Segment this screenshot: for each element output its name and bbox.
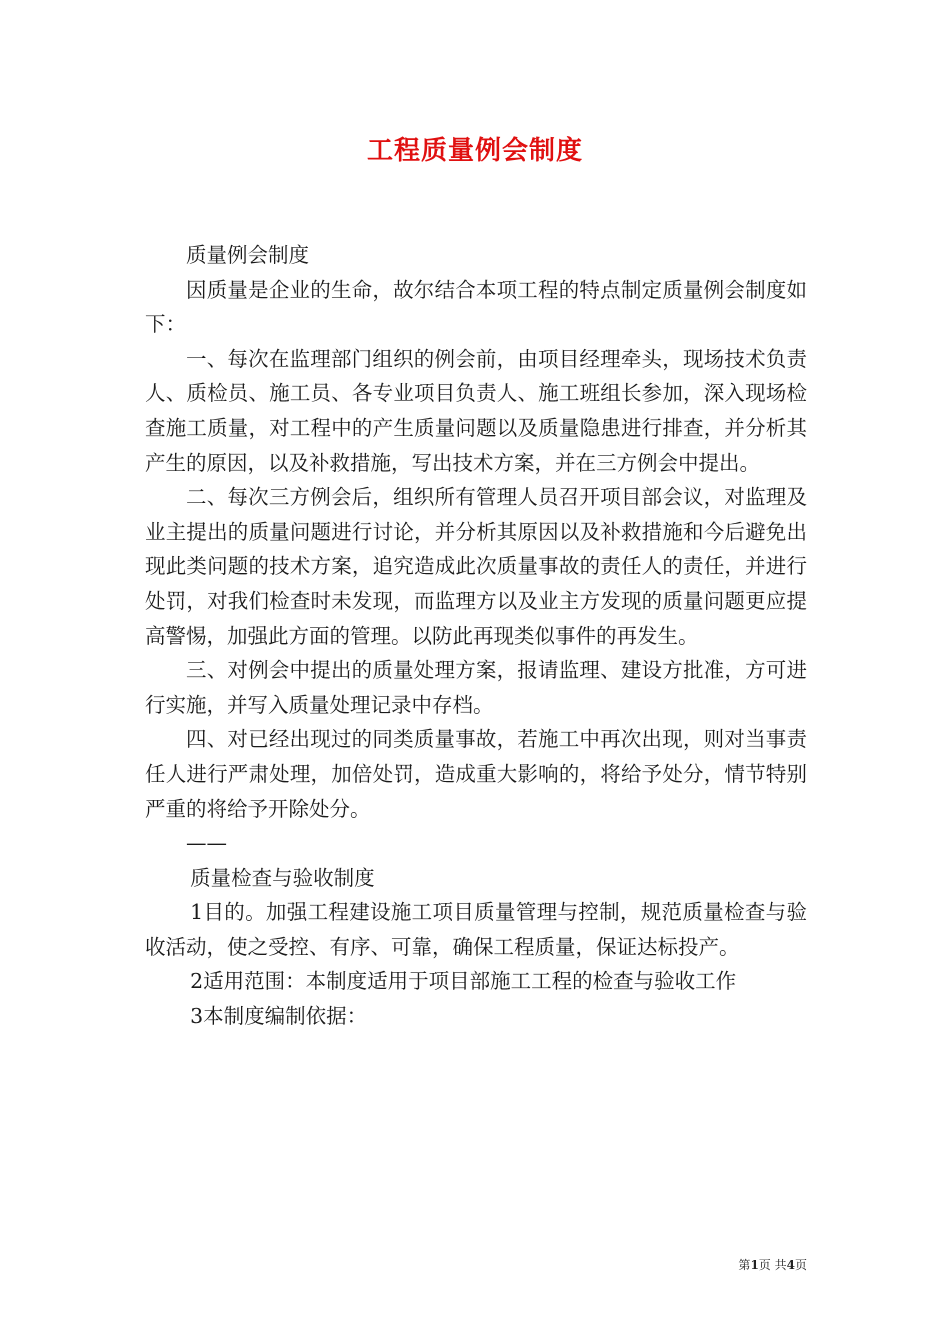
paragraph-item-1: 一、每次在监理部门组织的例会前，由项目经理牵头，现场技术负责人、质检员、施工员、各专业项目负责人、施工班组长参加，深入现场检查施工质量，对工程中的产生质量问题以及质量隐患进行排查，并分析其产生的原因，以及补救措施，写出技术方案，并在三方例会中提出。 <box>145 346 807 475</box>
paragraph-item-4: 四、对已经出现过的同类质量事故，若施工中再次出现，则对当事责任人进行严肃处理，加倍处罚，造成重大影响的，将给予处分，情节特别严重的将给予开除处分。 <box>145 727 807 821</box>
paragraph-intro: 因质量是企业的生命，故尔结合本项工程的特点制定质量例会制度如下： <box>145 277 807 337</box>
footer-prefix: 第 <box>738 1258 751 1272</box>
document-title: 工程质量例会制度 <box>366 136 583 166</box>
page-footer <box>0 1256 807 1273</box>
section-divider: —— <box>186 831 227 856</box>
paragraph-heading-meeting: 质量例会制度 <box>186 243 309 267</box>
document-body <box>145 238 807 1034</box>
paragraph-item-3: 三、对例会中提出的质量处理方案，报请监理、建设方批准，方可进行实施，并写入质量处理记录中存档。 <box>145 658 807 717</box>
paragraph-item-2: 二、每次三方例会后，组织所有管理人员召开项目部会议，对监理及业主提出的质量问题进行讨论，并分析其原因以及补救措施和今后避免出现此类问题的技术方案，追究造成此次质量事故的责任人的责任，并进行处罚，对我们检查时未发现，而监理方以及业主方发现的质量问题更应提高警惕，加强此方面的管理。以防此再现类似事件的再发生。 <box>145 485 807 648</box>
footer-suffix: 页 <box>794 1258 807 1272</box>
paragraph-heading-inspection: 质量检查与验收制度 <box>190 865 375 890</box>
footer-current-page: 1 <box>750 1258 759 1272</box>
paragraph-purpose: 1目的。加强工程建设施工项目质量管理与控制，规范质量检查与验收活动，使之受控、有序、可靠，确保工程质量，保证达标投产。 <box>145 900 807 959</box>
paragraph-scope: 2适用范围：本制度适用于项目部施工工程的检查与验收工作 <box>190 969 737 994</box>
paragraph-basis: 3本制度编制依据： <box>190 1004 368 1029</box>
footer-middle: 页 共 <box>758 1258 787 1272</box>
footer-total-pages: 4 <box>786 1258 795 1272</box>
